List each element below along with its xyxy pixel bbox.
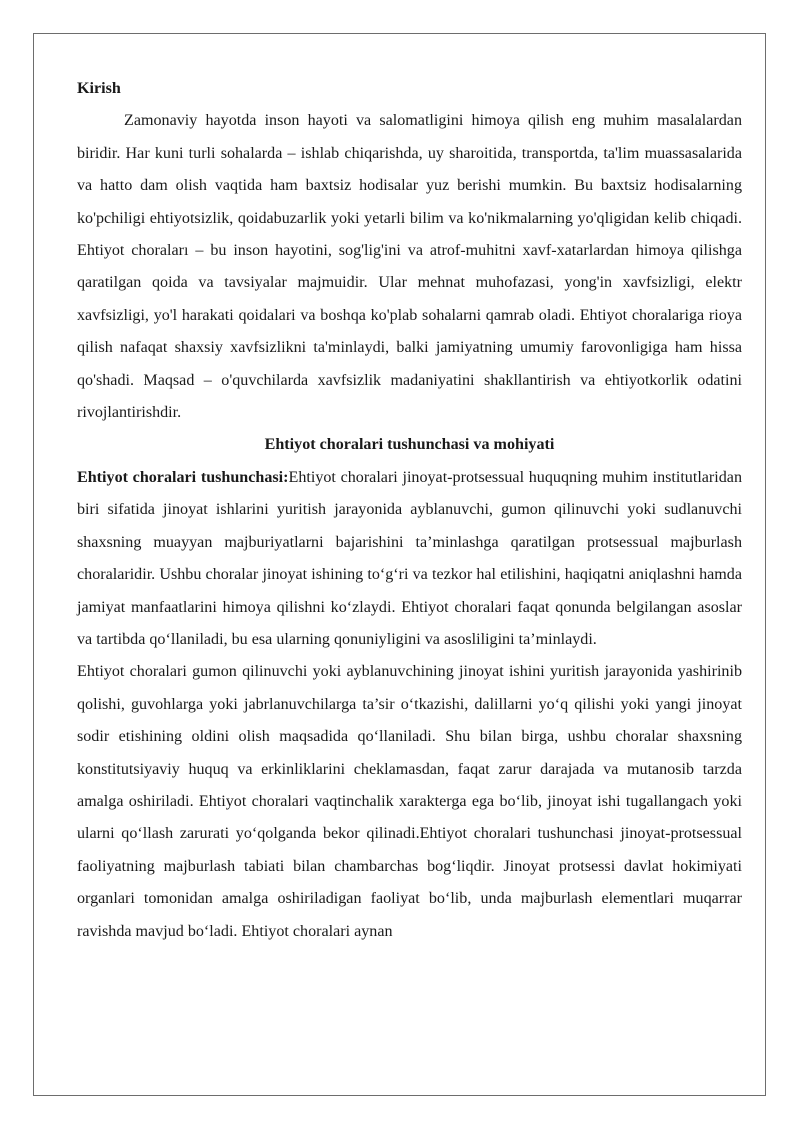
concept-text: Ehtiyot choralari jinoyat-protsessual huquqning muhim institutlaridan biri sifatida jinoyat ishlarini yuritish jarayonida ayblanuvchi, gumon qilinuvchi yoki sudlanuvchi shaxsning muayyan majburiyatlarni bajarishini ta’minlashga qaratilgan protsessual majburlash choralaridir. Ushbu choralar jinoyat ishining to‘g‘ri va tezkor hal etilishini, haqiqatni aniqlashni hamda jamiyat manfaatlarini himoya qilishni ko‘zlaydi. Ehtiyot choralari faqat qonunda belgilangan asoslar va tartibda qo‘llaniladi, bu esa ularning qonuniyligini va asosliligini ta’minlaydi. [77, 468, 742, 648]
paragraph-2: Ehtiyot choralari gumon qilinuvchi yoki ayblanuvchining jinoyat ishini yuritish jarayonida yashirinib qolishi, guvohlarga yoki jabrlanuvchilarga ta’sir o‘tkazishi, dalillarni yo‘q qilishi yoki yangi jinoyat sodir etishining oldini olish maqsadida qo‘llaniladi. Shu bilan birga, ushbu choralar shaxsning konstitutsiyaviy huquq va erkinliklarini cheklamasdan, faqat zarur darajada va mutanosib tarzda amalga oshiriladi. Ehtiyot choralari vaqtinchalik xarakterga ega bo‘lib, jinoyat ishi tugallangach yoki ularni qo‘llash zarurati yo‘qolganda bekor qilinadi.Ehtiyot choralari tushunchasi jinoyat-protsessual faoliyatning majburlash tabiati bilan chambarchas bog‘liqdir. Jinoyat protsessi davlat hokimiyati organlari tomonidan amalga oshiriladigan faoliyat bo‘lib, unda majburlash elementlari muqarrar ravishda mavjud bo‘ladi. Ehtiyot choralari aynan [77, 663, 742, 940]
section-heading: Ehtiyot choralari tushunchasi va mohiyati [264, 436, 555, 454]
concept-label: Ehtiyot choralari tushunchasi: [77, 468, 289, 486]
concept-paragraph [77, 462, 742, 656]
intro-heading: Kirish [77, 80, 121, 97]
intro-paragraph: Zamonaviy hayotda inson hayoti va salomatligini himoya qilish eng muhim masalalardan biridir. Har kuni turli sohalarda – ishlab chiqarishda, uy sharoitida, transportda, ta'lim muassasalarida va hatto dam olish vaqtida ham baxtsiz hodisalar yuz berishi mumkin. Bu baxtsiz hodisalarning ko'pchiligi ehtiyotsizlik, qoidabuzarlik yoki yetarli bilim va ko'nikmalarning yo'qligidan kelib chiqadi. Ehtiyot choraları – bu inson hayotini, sog'lig'ini va atrof-muhitni xavf-xatarlardan himoya qilishga qaratilgan qoida va tavsiyalar majmuidir. Ular mehnat muhofazasi, yong'in xavfsizligi, elektr xavfsizligi, yo'l harakati qoidalari va boshqa ko'plab sohalarni qamrab oladi. Ehtiyot choralariga rioya qilish nafaqat shaxsiy xavfsizlikni ta'minlaydi, balki jamiyatning umumiy farovonligiga ham hissa qo'shadi. Maqsad – o'quvchilarda xavfsizlik madaniyatini shakllantirish va ehtiyotkorlik odatini rivojlantirishdir. [77, 112, 742, 422]
document-body [77, 73, 742, 948]
